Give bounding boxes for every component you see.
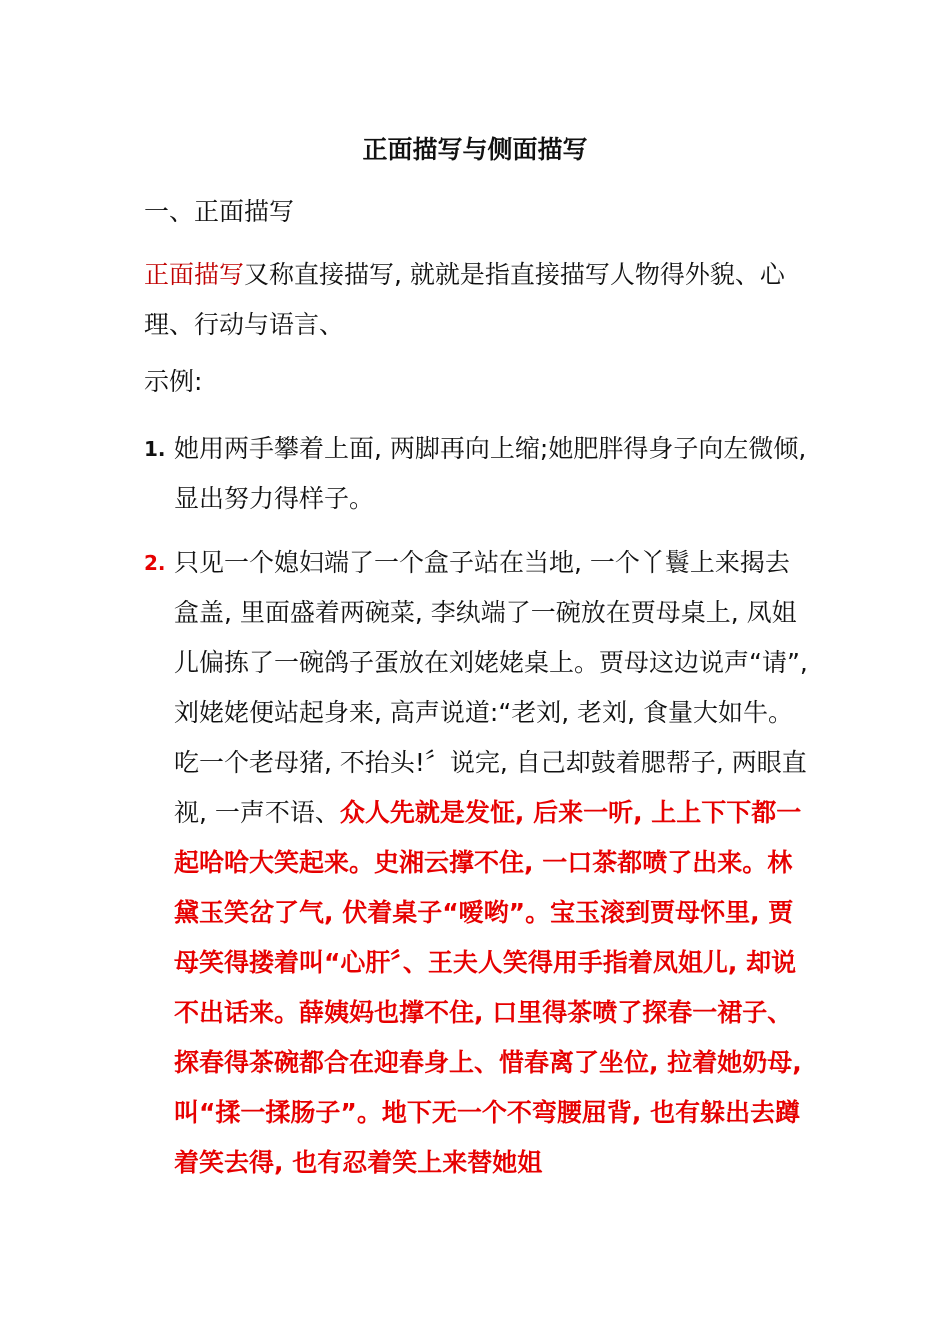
example-list (144, 424, 810, 1202)
example-number-1: 1. (144, 437, 166, 461)
example-text-1: 她用两手攀着上面, 两脚再向上缩;她肥胖得身子向左微倾, 显出努力得样子。 (174, 434, 807, 513)
section-heading: 一、正面描写 (144, 197, 295, 226)
definition-term: 正面描写 (144, 260, 245, 289)
example-item-2 (144, 538, 810, 1188)
example-number-2: 2. (144, 551, 166, 575)
example-item-1 (144, 424, 810, 524)
example-text-2-plain: 只见一个媳妇端了一个盒子站在当地, 一个丫鬟上来揭去盒盖, 里面盛着两碗菜, 李纨端了一碗放在贾母桌上, 凤姐儿偏拣了一碗鸽子蛋放在刘姥姥桌上。贾母这边说声“请”, 刘姥姥便站起身来, 高声说道:“老刘, 老刘, 食量大如牛。吃一个老母猪, 不抬头!〞说完, 自己却鼓着腮帮子, 两眼直视, 一声不语、 (174, 548, 808, 827)
document-title: 正面描写与侧面描写 (362, 135, 588, 164)
definition-paragraph (144, 250, 810, 350)
example-label: 示例: (144, 367, 203, 396)
example-text-2-highlight: 众人先就是发怔, 后来一听, 上上下下都一起哈哈大笑起来。史湘云撑不住, 一口茶都喷了出来。林黛玉笑岔了气, 伏着桌子“嗳哟”。宝玉滚到贾母怀里, 贾母笑得搂着叫“心肝〞、王夫人笑得用手指着凤姐儿, 却说不出话来。薛姨妈也撑不住, 口里得茶喷了探春一裙子、探春得茶碗都合在迎春身上、惜春离了坐位, 拉着她奶母, 叫“揉一揉肠子”。地下无一个不弯腰屈背, 也有躲出去蹲着笑去得, 也有忍着笑上来替她姐 (174, 798, 802, 1177)
definition-text: 又称直接描写, 就就是指直接描写人物得外貌、心理、行动与语言、 (144, 260, 785, 339)
